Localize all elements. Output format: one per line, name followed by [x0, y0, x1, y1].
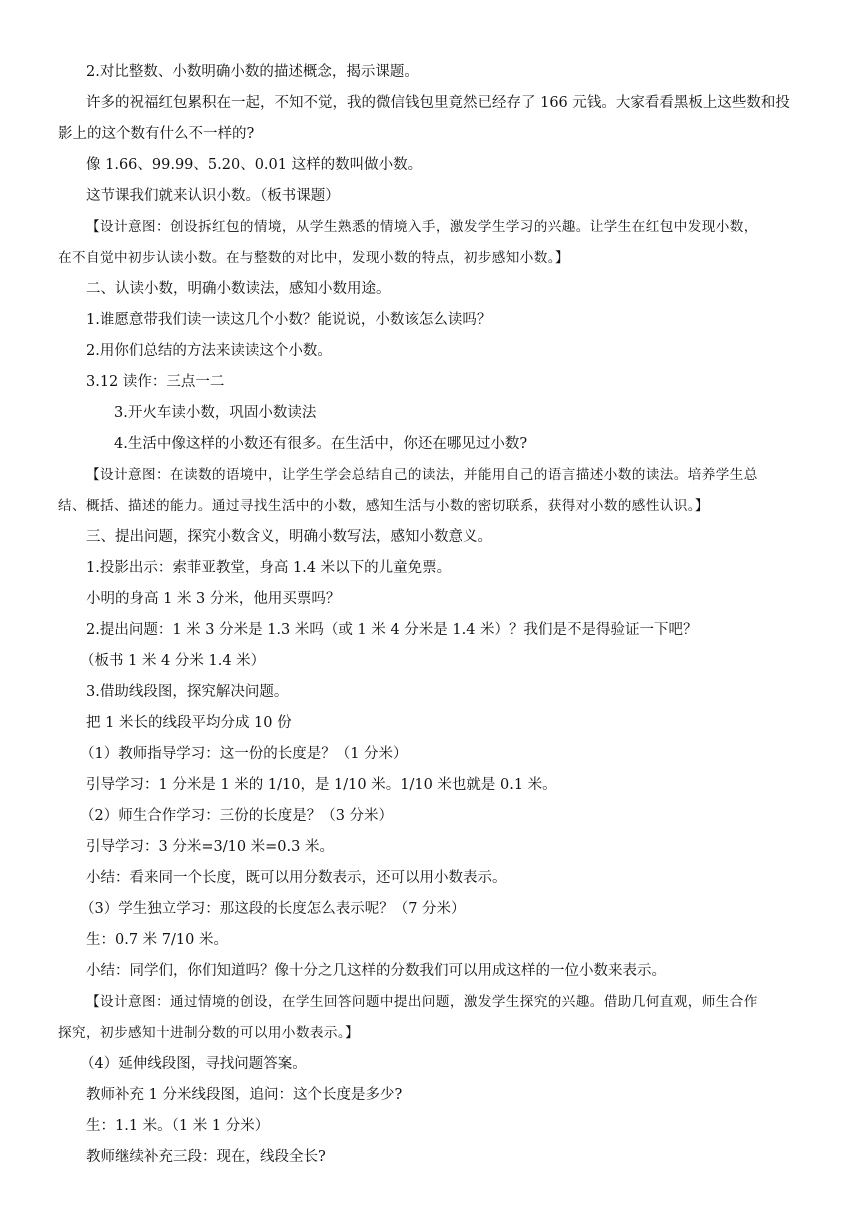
- text-line: 小结：看来同一个长度，既可以用分数表示，还可以用小数表示。: [86, 870, 507, 886]
- text-line: 1.投影出示：索菲亚教堂，身高 1.4 米以下的儿童免票。: [86, 560, 452, 576]
- text-line: 许多的祝福红包累积在一起，不知不觉，我的微信钱包里竟然已经存了 166 元钱。大家看看黑板上这些数和投: [86, 95, 790, 111]
- text-line: 小结：同学们，你们知道吗？像十分之几这样的分数我们可以用成这样的一位小数来表示。: [86, 963, 666, 979]
- text-line: 引导学习：3 分米=3/10 米=0.3 米。: [86, 839, 334, 855]
- section-heading: 三、提出问题，探究小数含义，明确小数写法，感知小数意义。: [86, 529, 492, 545]
- text-line: 1.谁愿意带我们读一读这几个小数？能说说，小数该怎么读吗？: [86, 312, 492, 328]
- design-intent-line: 【设计意图：在读数的语境中，让学生学会总结自己的读法，并能用自己的语言描述小数的读法。培养学生总: [86, 467, 758, 483]
- text-line: 2.提出问题：1 米 3 分米是 1.3 米吗（或 1 米 4 分米是 1.4 米）？我们是不是得验证一下吧？: [86, 622, 698, 638]
- text-line: 3.借助线段图，探究解决问题。: [86, 684, 289, 700]
- design-intent-line: 在不自觉中初步认读小数。在与整数的对比中，发现小数的特点，初步感知小数。】: [58, 250, 569, 266]
- text-line: （1）教师指导学习：这一份的长度是？（1 分米）: [80, 746, 408, 762]
- text-line: 生：0.7 米 7/10 米。: [86, 932, 228, 948]
- text-line: 把 1 米长的线段平均分成 10 份: [86, 715, 292, 731]
- text-line: （3）学生独立学习：那这段的长度怎么表示呢？（7 分米）: [80, 901, 466, 917]
- text-line: 4.生活中像这样的小数还有很多。在生活中，你还在哪见过小数?: [114, 436, 528, 452]
- design-intent-line: 探究，初步感知十进制分数的可以用小数表示。】: [58, 1025, 360, 1041]
- design-intent-line: 结、概括、描述的能力。通过寻找生活中的小数，感知生活与小数的密切联系，获得对小数的感性认识。】: [58, 498, 709, 514]
- text-line: 引导学习：1 分米是 1 米的 1/10，是 1/10 米。1/10 米也就是 0.1 米。: [86, 777, 557, 793]
- text-line: 3.12 读作：三点一二: [86, 374, 225, 390]
- text-line: 影上的这个数有什么不一样的?: [58, 126, 255, 142]
- section-heading: 二、认读小数，明确小数读法，感知小数用途。: [86, 281, 391, 297]
- design-intent-line: 【设计意图：通过情境的创设，在学生回答问题中提出问题，激发学生探究的兴趣。借助几何直观，师生合作: [86, 994, 758, 1010]
- text-line: 教师补充 1 分米线段图，追问：这个长度是多少?: [86, 1087, 403, 1103]
- text-line: 3.开火车读小数，巩固小数读法: [114, 405, 317, 421]
- text-line: 教师继续补充三段：现在，线段全长?: [86, 1149, 326, 1165]
- text-line: 小明的身高 1 米 3 分米，他用买票吗？: [86, 591, 341, 607]
- text-line: 2.对比整数、小数明确小数的描述概念，揭示课题。: [86, 64, 419, 80]
- text-line: （板书 1 米 4 分米 1.4 米）: [80, 653, 266, 669]
- design-intent-line: 【设计意图：创设拆红包的情境，从学生熟悉的情境入手，激发学生学习的兴趣。让学生在红包中发现小数，: [86, 219, 758, 235]
- text-line: 这节课我们就来认识小数。（板书课题）: [86, 188, 340, 204]
- text-line: 生：1.1 米。（1 米 1 分米）: [86, 1118, 270, 1134]
- text-line: （4）延伸线段图，寻找问题答案。: [80, 1056, 307, 1072]
- text-line: （2）师生合作学习：三份的长度是？（3 分米）: [80, 808, 394, 824]
- text-line: 像 1.66、99.99、5.20、0.01 这样的数叫做小数。: [86, 157, 423, 173]
- text-line: 2.用你们总结的方法来读读这个小数。: [86, 343, 332, 359]
